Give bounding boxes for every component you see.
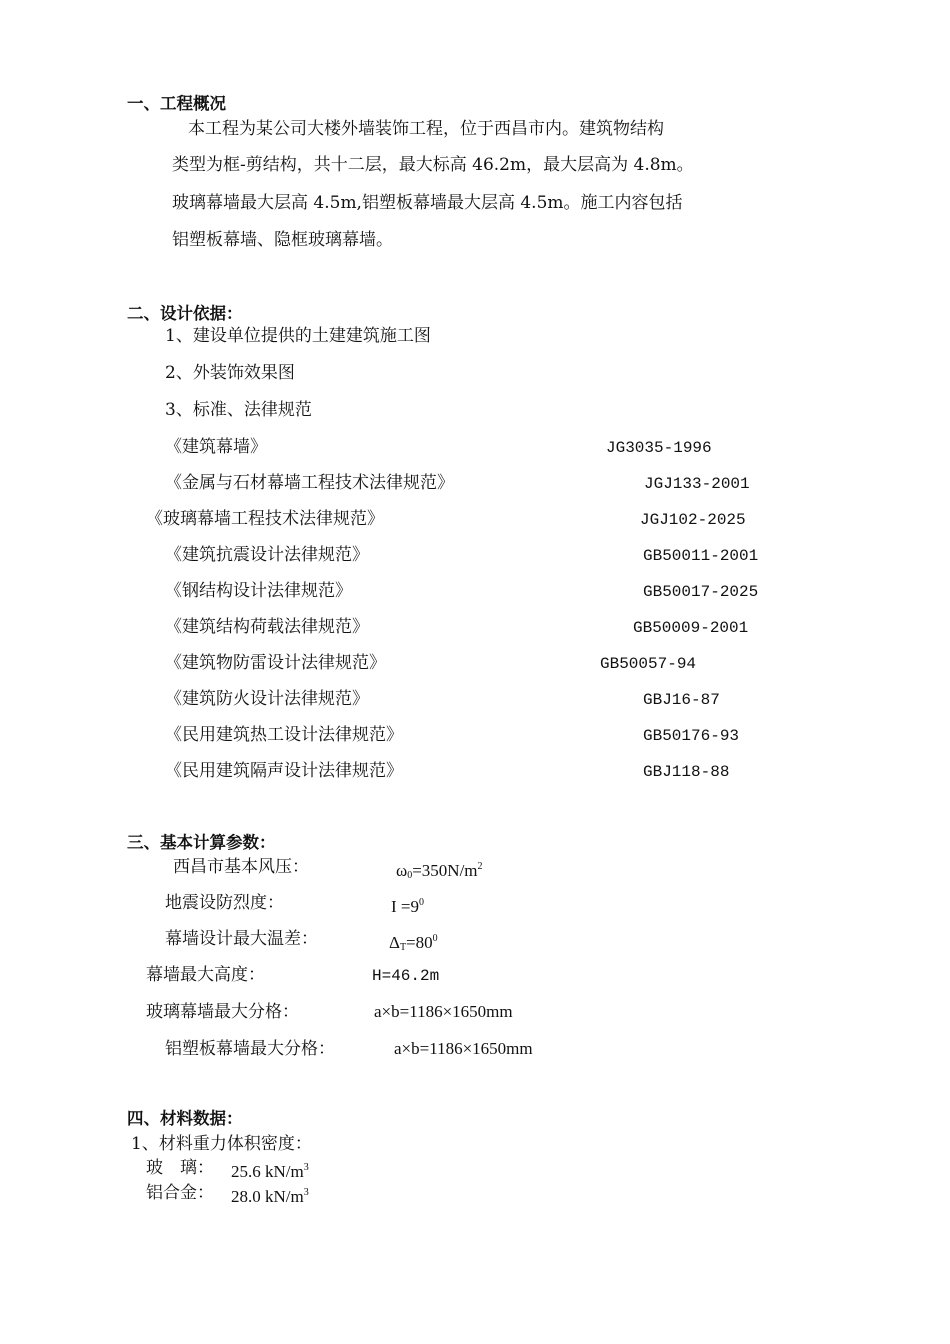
- param-value: a×b=1186×1650mm: [374, 1002, 513, 1021]
- section1-heading: 一、工程概况: [127, 94, 226, 113]
- standard-code: GB50009-2001: [633, 619, 749, 637]
- material-label: 铝合金：: [146, 1183, 214, 1203]
- section4-subheading: 1、材料重力体积密度：: [131, 1134, 312, 1154]
- standard-name: 《建筑物防雷设计法律规范》: [165, 653, 386, 673]
- standard-name: 《民用建筑隔声设计法律规范》: [165, 761, 403, 781]
- standard-code: JG3035-1996: [606, 439, 712, 457]
- param-label: 幕墙最大高度：: [146, 965, 265, 985]
- section1-line-3: 玻璃幕墙最大层高 4.5m,铝塑板幕墙最大层高 4.5m。施工内容包括: [172, 193, 683, 213]
- standard-code: JGJ133-2001: [644, 475, 750, 493]
- material-label: 玻 璃：: [146, 1158, 214, 1178]
- standard-name: 《玻璃幕墙工程技术法律规范》: [146, 509, 384, 529]
- param-label: 玻璃幕墙最大分格：: [146, 1002, 299, 1022]
- param-label: 铝塑板幕墙最大分格：: [165, 1039, 335, 1059]
- standard-code: GB50017-2025: [643, 583, 759, 601]
- param-value: a×b=1186×1650mm: [394, 1039, 533, 1058]
- param-label: 幕墙设计最大温差：: [165, 929, 318, 949]
- material-value: 28.0 $kN/m^3$: [231, 1187, 309, 1206]
- standard-code: GBJ16-87: [643, 691, 720, 709]
- param-value: H=46.2m: [372, 967, 440, 985]
- material-value: 25.6 $kN/m^3$: [231, 1162, 309, 1181]
- section4-heading: 四、材料数据：: [127, 1109, 243, 1128]
- param-value: $I =9^0$: [391, 897, 424, 916]
- section1-line-2: 类型为框-剪结构，共十二层，最大标高 46.2m，最大层高为 4.8m。: [172, 155, 694, 175]
- param-label: 西昌市基本风压：: [173, 857, 309, 877]
- standard-code: GBJ118-88: [643, 763, 730, 781]
- standard-code: GB50011-2001: [643, 547, 759, 565]
- standard-code: JGJ102-2025: [640, 511, 746, 529]
- standard-name: 《建筑结构荷载法律规范》: [165, 617, 369, 637]
- param-value: $\Delta_T=80^0$: [389, 933, 438, 953]
- standard-code: GB50176-93: [643, 727, 740, 745]
- section3-heading: 三、基本计算参数：: [127, 833, 276, 852]
- param-value: $\omega_0=350N/m^2$: [396, 861, 483, 881]
- standard-name: 《建筑抗震设计法律规范》: [165, 545, 369, 565]
- standard-name: 《建筑幕墙》: [165, 437, 267, 457]
- basis-item-3: 3、标准、法律规范: [165, 400, 312, 420]
- standard-name: 《金属与石材幕墙工程技术法律规范》: [165, 473, 454, 493]
- standard-name: 《钢结构设计法律规范》: [165, 581, 352, 601]
- standard-name: 《民用建筑热工设计法律规范》: [165, 725, 403, 745]
- standard-name: 《建筑防火设计法律规范》: [165, 689, 369, 709]
- standard-code: GB50057-94: [600, 655, 697, 673]
- param-label: 地震设防烈度：: [165, 893, 284, 913]
- section2-heading: 二、设计依据：: [127, 304, 243, 323]
- section1-line-4: 铝塑板幕墙、隐框玻璃幕墙。: [172, 230, 393, 250]
- basis-item-2: 2、外装饰效果图: [165, 363, 295, 383]
- basis-item-1: 1、建设单位提供的土建建筑施工图: [165, 326, 431, 346]
- section1-line-1: 本工程为某公司大楼外墙装饰工程，位于西昌市内。建筑物结构: [188, 119, 664, 139]
